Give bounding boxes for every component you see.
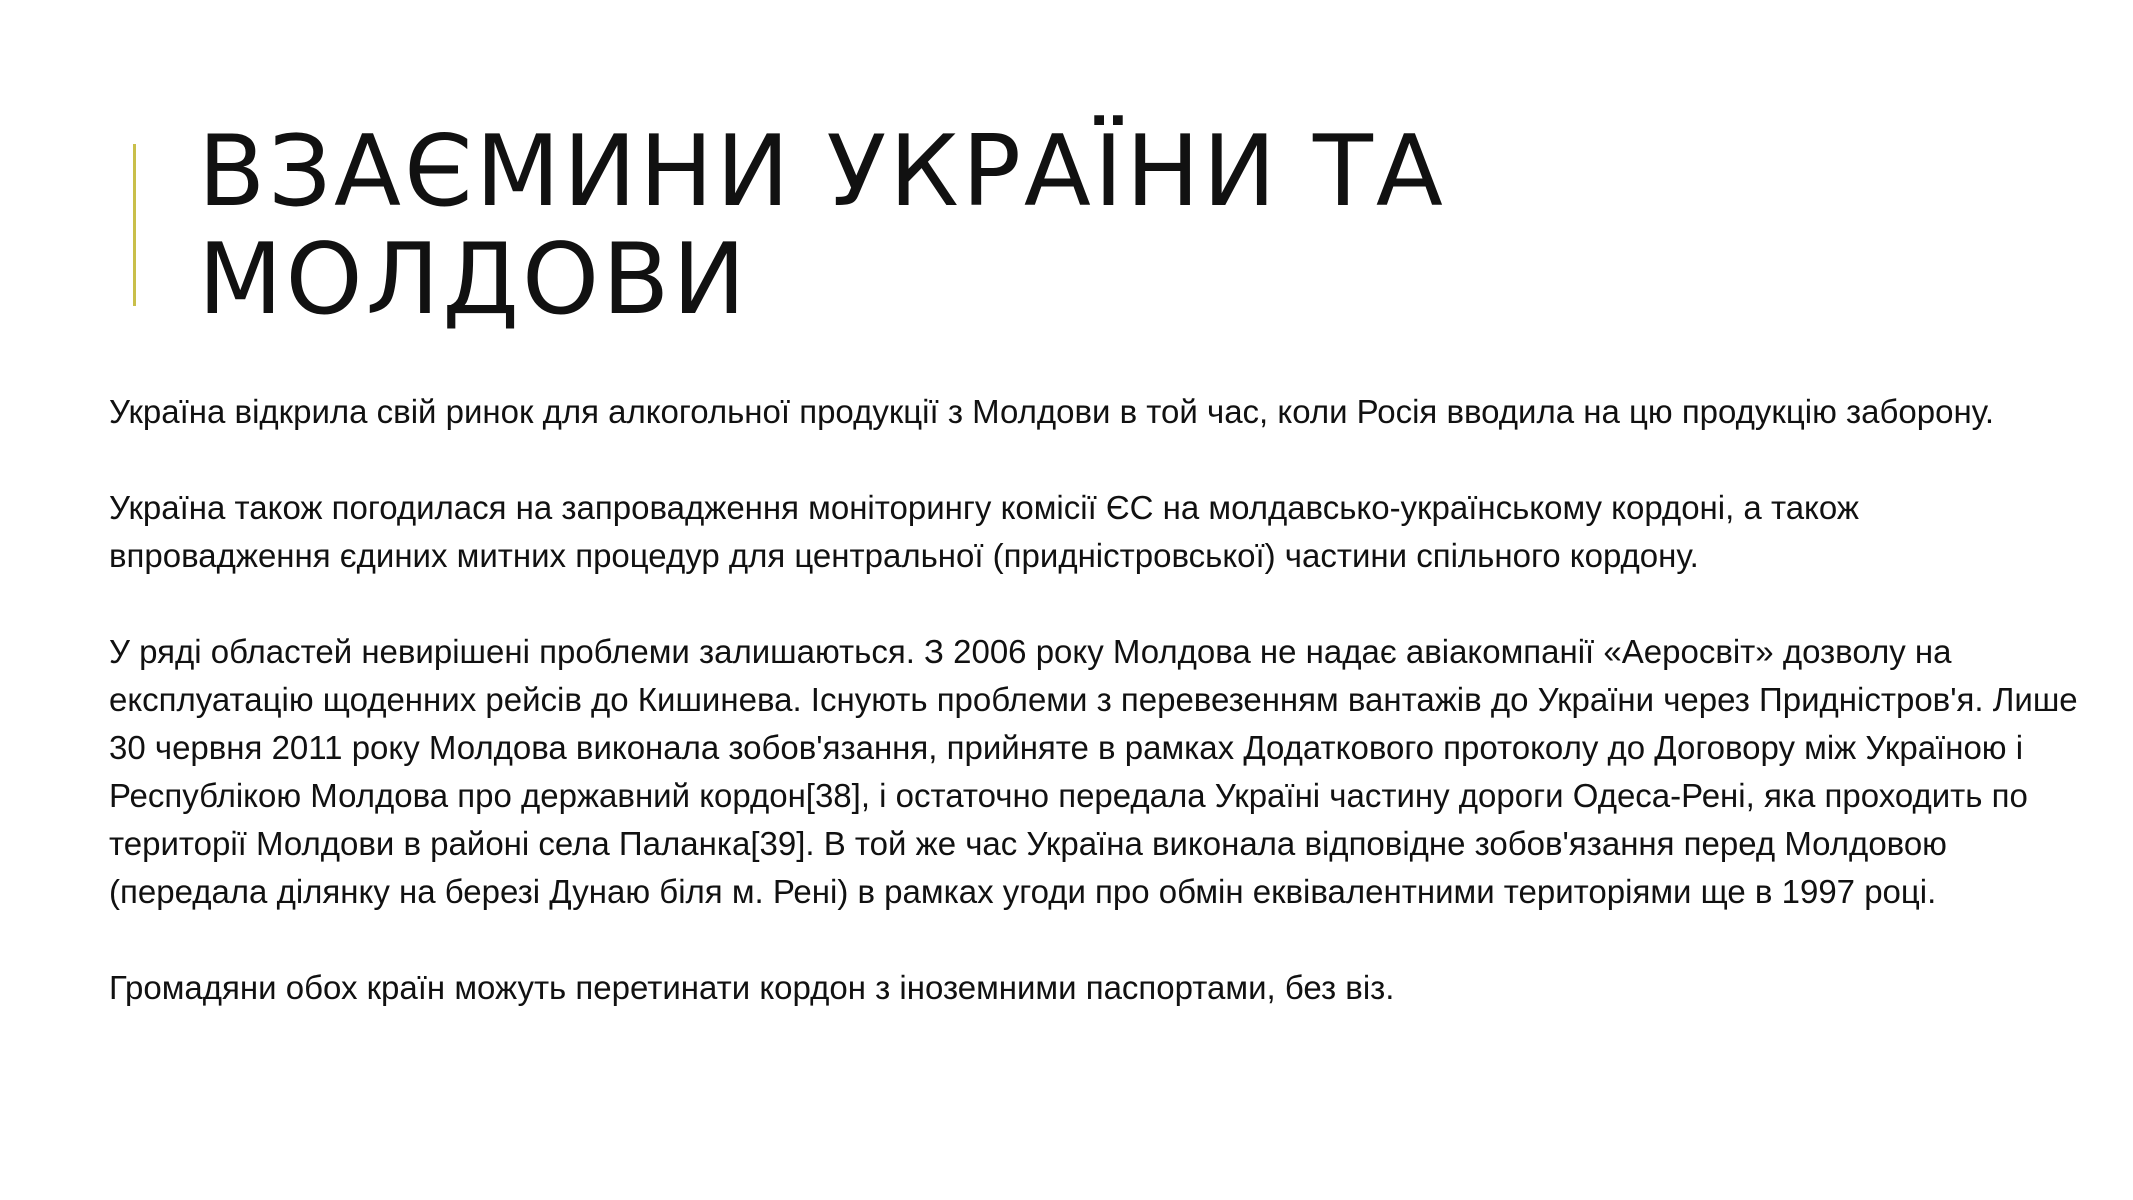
paragraph-eu-monitoring: Україна також погодилася на запровадження моніторингу комісії ЄС на молдавсько-українському кордоні, а також впровадження єдиних митних процедур для центральної (придністровської) частини спільного кордону. — [109, 489, 1859, 574]
paragraph-alcohol-market: Україна відкрила свій ринок для алкогольної продукції з Молдови в той час, коли Росія вводила на цю продукцію заборону. — [109, 393, 1995, 430]
title-accent-bar — [133, 144, 136, 306]
paragraph-visa-free: Громадяни обох країн можуть перетинати кордон з іноземними паспортами, без віз. — [109, 969, 1395, 1006]
slide-title: ВЗАЄМИНИ УКРАЇНИ ТА МОЛДОВИ — [198, 115, 1446, 337]
slide-body — [109, 388, 2089, 1060]
paragraph-unresolved-problems: У ряді областей невирішені проблеми залишаються. З 2006 року Молдова не надає авіакомпанії «Аеросвіт» дозволу на експлуатацію щоденних рейсів до Кишинева. Існують проблеми з перевезенням вантажів до України через Придністров'я. Лише 30 червня 2011 року Молдова виконала зобов'язання, прийняте в рамках Додаткового протоколу до Договору між Україною і Республікою Молдова про державний кордон[38], і остаточно передала Україні частину дороги Одеса-Рені, яка проходить по території Молдови в районі села Паланка[39]. В той же час Україна виконала відповідне зобов'язання перед Молдовою (передала ділянку на березі Дунаю біля м. Рені) в рамках угоди про обмін еквівалентними територіями ще в 1997 році. — [109, 633, 2078, 910]
